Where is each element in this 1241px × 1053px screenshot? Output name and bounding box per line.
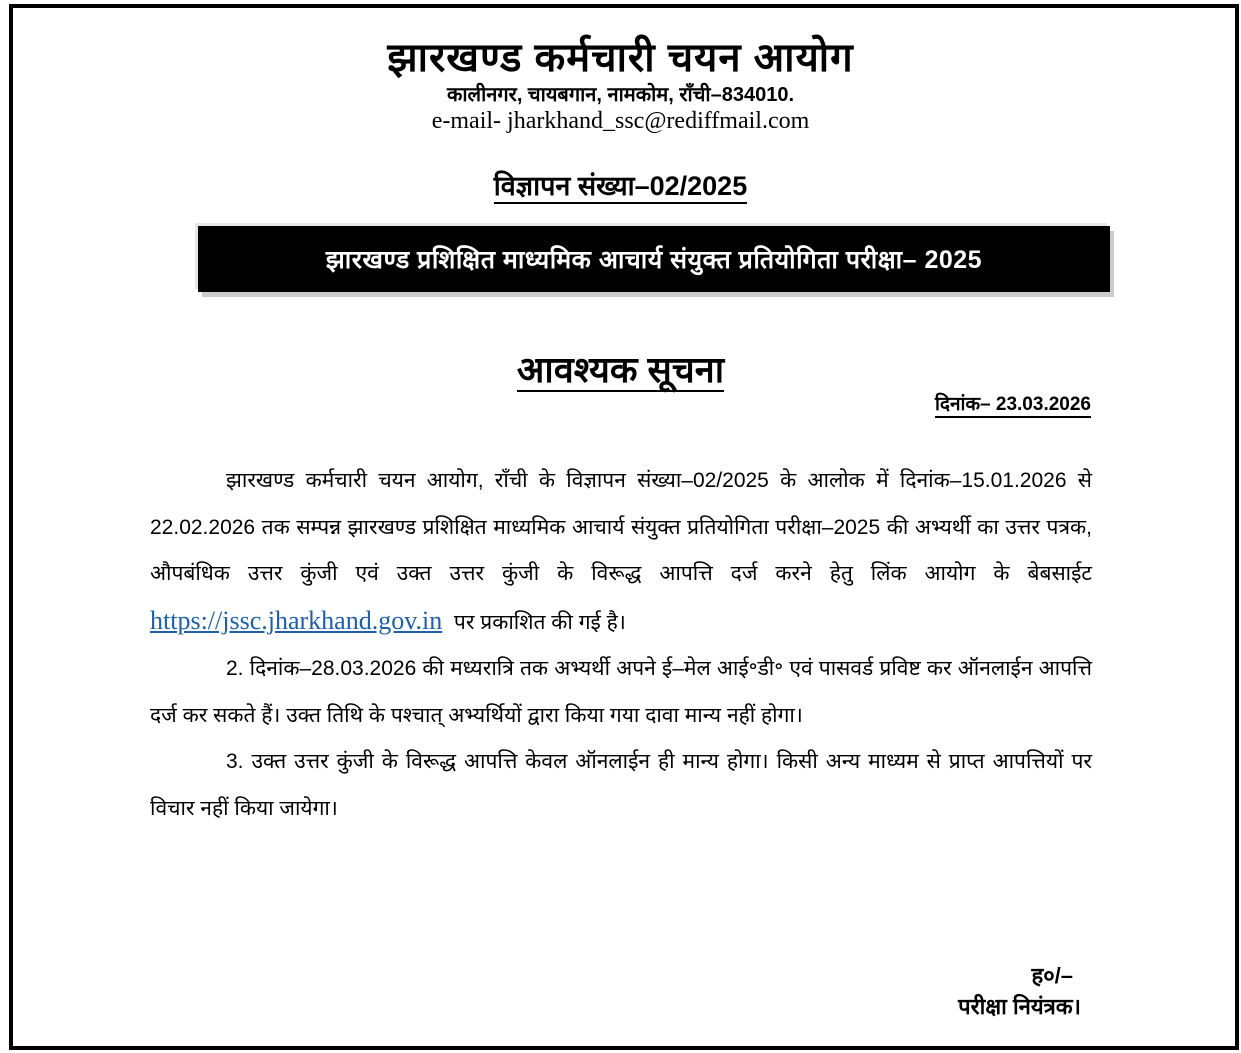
advertisement-number [0,166,1241,203]
signature-mark: ह०/– [1031,963,1073,988]
paragraph-3: 3. उक्त उत्तर कुंजी के विरूद्ध आपत्ति केवल ऑनलाईन ही मान्य होगा। किसी अन्य माध्यम से प्राप्त आपत्तियों पर विचार नहीं किया जायेगा। [150,750,1092,820]
website-link[interactable]: https://jssc.jharkhand.gov.in [150,605,443,635]
exam-banner: झारखण्ड प्रशिक्षित माध्यमिक आचार्य संयुक्त प्रतियोगिता परीक्षा– 2025 [198,226,1110,292]
paragraph-2: 2. दिनांक–28.03.2026 की मध्यरात्रि तक अभ्यर्थी अपने ई–मेल आई॰डी॰ एवं पासवर्ड प्रविष्ट कर ऑनलाईन आपत्ति दर्ज कर सकते हैं। उक्त तिथि के पश्चात् अभ्यर्थियों द्वारा किया गया दावा मान्य नहीं होगा। [150,657,1092,727]
paragraph-1-text: झारखण्ड कर्मचारी चयन आयोग, राँची के विज्ञापन संख्या–02/2025 के आलोक में दिनांक–15.01.2026 से 22.02.2026 तक सम्पन्न झारखण्ड प्रशिक्षित माध्यमिक आचार्य संयुक्त प्रतियोगिता परीक्षा–2025 की अभ्यर्थी का उत्तर पत्रक, औपबंधिक उत्तर कुंजी एवं उक्त उत्तर कुंजी के विरूद्ध आपत्ति दर्ज करने हेतु लिंक आयोग के बेबसाईट [150,469,1092,585]
signature-block [958,960,1081,1022]
advertisement-number-text: विज्ञापन संख्या–02/2025 [494,171,747,204]
paragraph-1 [150,458,1092,646]
organization-email: e-mail- jharkhand_ssc@rediffmail.com [431,108,810,134]
organization-address: कालीनगर, चायबगान, नामकोम, राँची–834010. [447,84,794,106]
paragraph-1-end: पर प्रकाशित की गई है। [442,610,626,634]
notice-date: दिनांक– 23.03.2026 [935,394,1091,418]
organization-title: झारखण्ड कर्मचारी चयन आयोग [387,36,854,80]
notice-title [0,344,1241,393]
signatory-designation: परीक्षा नियंत्रक। [958,994,1081,1019]
notice-title-text: आवश्यक सूचना [516,349,725,390]
notice-body [150,458,1092,832]
